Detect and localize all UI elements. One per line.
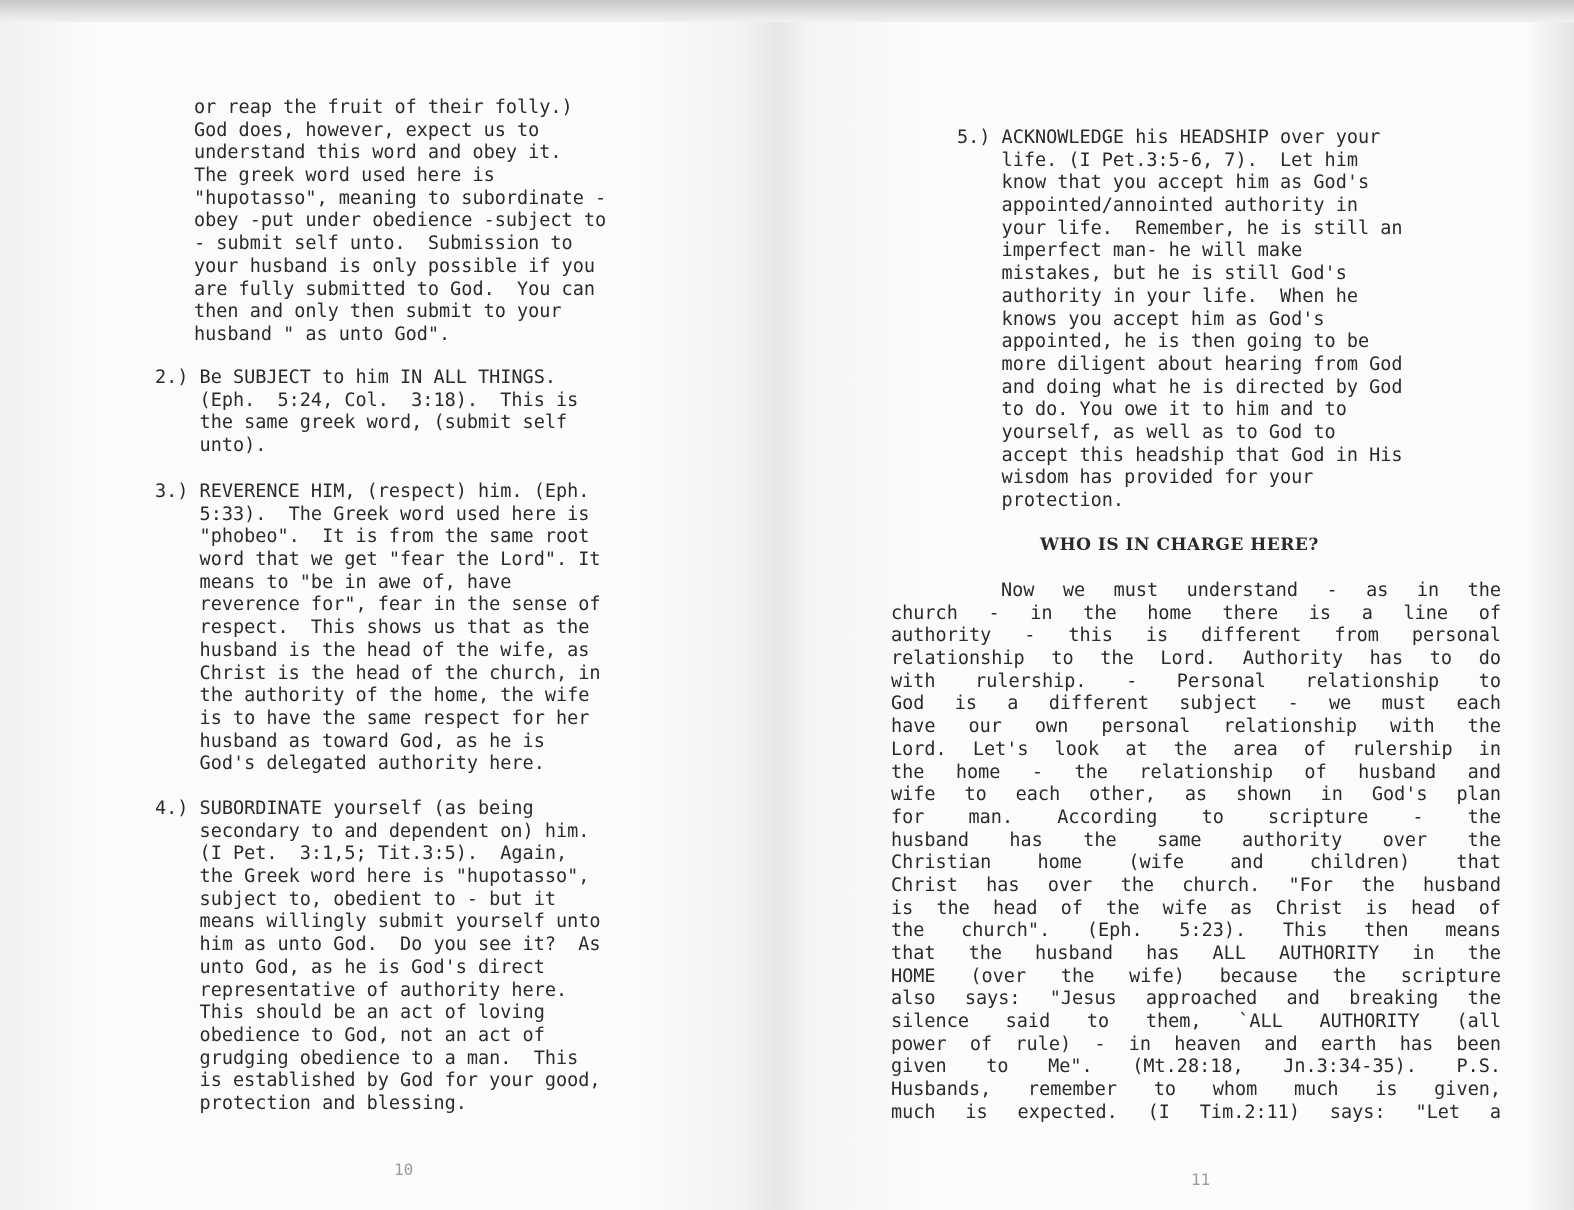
text-line: more diligent about hearing from God [957, 353, 1403, 375]
text-line: obey -put under obedience -subject to [194, 210, 607, 232]
text-line: appointed, he is then going to be [957, 331, 1370, 353]
text-line: unto). [155, 435, 267, 457]
text-line: authority in your life. When he [957, 285, 1358, 307]
text-line: are fully submitted to God. You can [194, 278, 595, 300]
list-item-3 [155, 481, 601, 776]
text-line: representative of authority here. [155, 979, 568, 1001]
text-line: the authority of the home, the wife [155, 685, 590, 707]
section-heading: WHO IS IN CHARGE HERE? [1040, 535, 1319, 555]
text-line: 5:33). The Greek word used here is [155, 503, 590, 525]
text-line: the Greek word here is "hupotasso", [155, 866, 590, 888]
text-line: Lord. Let's look at the area of rulership in [891, 738, 1501, 760]
text-line: HOME (over the wife) because the scripture [891, 965, 1501, 987]
text-line: have our own personal relationship with the [891, 716, 1501, 738]
text-line: or reap the fruit of their folly.) [194, 97, 573, 118]
text-line: 4.) SUBORDINATE yourself (as being [155, 798, 534, 819]
text-line: husband has the same authority over the [891, 829, 1501, 851]
text-line: unto God, as he is God's direct [155, 956, 545, 978]
text-line: authority - this is different from personal [891, 625, 1501, 647]
text-line: means to "be in awe of, have [155, 571, 512, 593]
text-line: subject to, obedient to - but it [155, 888, 556, 910]
text-line: then and only then submit to your [194, 301, 562, 323]
text-line: word that we get "fear the Lord". It [155, 549, 601, 571]
text-line: "hupotasso", meaning to subordinate - [194, 187, 607, 209]
text-line: wisdom has provided for your [957, 467, 1314, 489]
text-line: understand this word and obey it. [194, 142, 562, 164]
text-line: mistakes, but he is still God's [957, 263, 1347, 285]
text-line: grudging obedience to a man. This [155, 1047, 579, 1069]
body-paragraph [891, 580, 1501, 1125]
text-line: accept this headship that God in His [957, 444, 1403, 466]
text-line: silence said to them, `ALL AUTHORITY (all [891, 1011, 1501, 1033]
text-line: much is expected. (I Tim.2:11) says: "Let a [891, 1101, 1501, 1123]
text-line: him as unto God. Do you see it? As [155, 934, 601, 956]
text-line: for man. According to scripture - the [891, 806, 1501, 828]
text-line: imperfect man- he will make [957, 240, 1303, 262]
text-line: God is a different subject - we must each [891, 693, 1501, 715]
text-line: secondary to and dependent on) him. [155, 820, 590, 842]
text-line: is the head of the wife as Christ is head of [891, 897, 1501, 919]
text-line: "phobeo". It is from the same root [155, 526, 590, 548]
text-line: knows you accept him as God's [957, 308, 1325, 330]
text-line: church - in the home there is a line of [891, 602, 1501, 624]
text-line: your life. Remember, he is still an [957, 217, 1403, 239]
text-line: God does, however, expect us to [194, 119, 540, 141]
text-line: wife to each other, as shown in God's plan [891, 784, 1501, 806]
text-line: husband as toward God, as he is [155, 730, 545, 752]
text-line: appointed/annointed authority in [957, 195, 1358, 217]
text-line: 5.) ACKNOWLEDGE his HEADSHIP over your [957, 127, 1381, 148]
text-line: given to Me". (Mt.28:18, Jn.3:34-35). P.S. [891, 1056, 1501, 1078]
page-number: 11 [1191, 1170, 1211, 1189]
text-line: The greek word used here is [194, 165, 495, 187]
text-line: (Eph. 5:24, Col. 3:18). This is [155, 389, 579, 411]
text-line: obedience to God, not an act of [155, 1024, 545, 1046]
text-line: reverence for", fear in the sense of [155, 594, 601, 616]
text-line: also says: "Jesus approached and breaking the [891, 988, 1501, 1010]
text-line: means willingly submit yourself unto [155, 911, 601, 933]
text-line: 2.) Be SUBJECT to him IN ALL THINGS. [155, 367, 556, 388]
text-line: know that you accept him as God's [957, 172, 1370, 194]
text-line: that the husband has ALL AUTHORITY in the [891, 943, 1501, 964]
text-line: is to have the same respect for her [155, 707, 590, 729]
text-line: to do. You owe it to him and to [957, 399, 1347, 421]
text-line: the home - the relationship of husband and [891, 761, 1501, 783]
text-line: power of rule) - in heaven and earth has been [891, 1033, 1501, 1055]
text-line: protection. [957, 490, 1125, 511]
right-page [787, 0, 1574, 1210]
text-line: Christ is the head of the church, in [155, 662, 601, 684]
list-item-4 [155, 798, 601, 1116]
list-item-2 [155, 367, 578, 458]
text-line: protection and blessing. [155, 1092, 467, 1114]
text-line: Husbands, remember to whom much is given, [891, 1079, 1501, 1101]
text-line: 3.) REVERENCE HIM, (respect) him. (Eph. [155, 481, 590, 502]
intro-block [194, 97, 606, 347]
text-line: is established by God for your good, [155, 1070, 601, 1092]
list-item-5 [957, 127, 1403, 513]
text-line: the same greek word, (submit self [155, 412, 568, 434]
page-number: 10 [394, 1160, 414, 1179]
text-line: This should be an act of loving [155, 1002, 545, 1024]
text-line: God's delegated authority here. [155, 753, 545, 775]
text-line: Christian home (wife and children) that [891, 852, 1501, 874]
text-line: the church". (Eph. 5:23). This then means [891, 920, 1501, 942]
text-line: your husband is only possible if you [194, 255, 595, 277]
text-line: husband is the head of the wife, as [155, 639, 590, 661]
text-line: (I Pet. 3:1,5; Tit.3:5). Again, [155, 843, 568, 865]
text-line: with rulership. - Personal relationship to [891, 670, 1501, 692]
text-line: relationship to the Lord. Authority has to do [891, 648, 1501, 670]
text-line: respect. This shows us that as the [155, 617, 590, 639]
text-line: husband " as unto God". [194, 323, 451, 345]
text-line: life. (I Pet.3:5-6, 7). Let him [957, 149, 1358, 171]
text-line: and doing what he is directed by God [957, 376, 1403, 398]
text-line: yourself, as well as to God to [957, 421, 1336, 443]
text-line: Now we must understand - as in the [1001, 580, 1501, 601]
text-line: - submit self unto. Submission to [194, 233, 573, 255]
text-line: Christ has over the church. "For the husband [891, 874, 1501, 896]
